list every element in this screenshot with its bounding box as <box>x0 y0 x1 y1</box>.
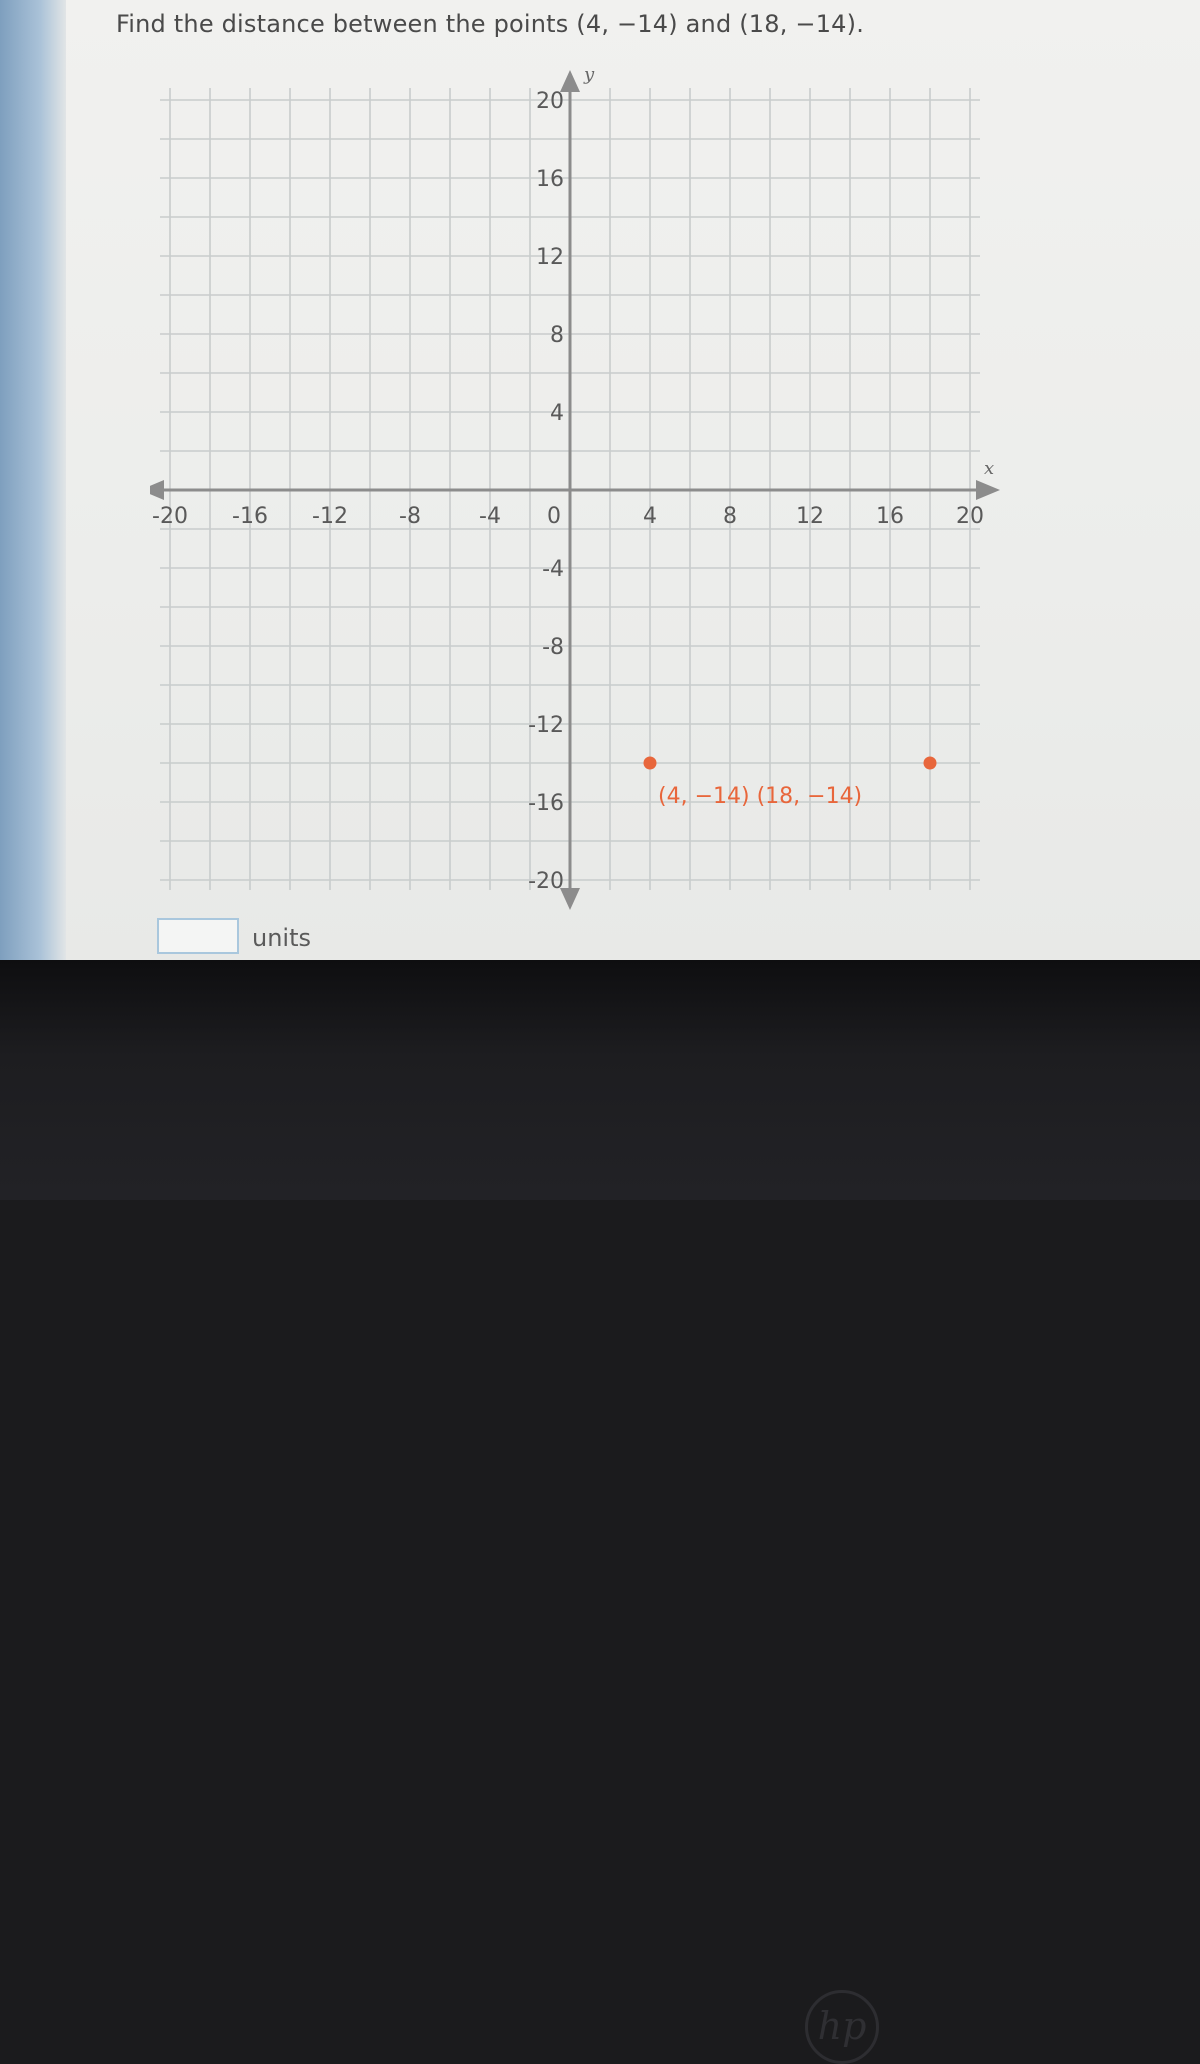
coordinate-plane <box>150 70 1010 910</box>
screen <box>0 0 1200 960</box>
x-tick-label: -12 <box>312 504 348 529</box>
answer-input[interactable] <box>157 918 239 954</box>
y-tick-label: 16 <box>536 167 564 192</box>
x-tick-label: -4 <box>479 504 501 529</box>
plotted-point <box>644 757 657 770</box>
y-axis-label: y <box>584 70 595 85</box>
x-axis-label: x <box>984 458 995 479</box>
y-tick-label: 12 <box>536 245 564 270</box>
x-tick-label: 20 <box>956 504 984 529</box>
laptop-bezel <box>0 960 1200 2048</box>
x-axis-left-arrow <box>150 480 164 500</box>
plotted-point <box>924 757 937 770</box>
y-tick-label: 20 <box>536 89 564 114</box>
x-tick-label: 4 <box>643 504 657 529</box>
x-tick-label: 16 <box>876 504 904 529</box>
y-tick-label: -12 <box>528 713 564 738</box>
x-tick-label: -16 <box>232 504 268 529</box>
y-tick-label: -8 <box>542 635 564 660</box>
question-text: Find the distance between the points (4, −14) and (18, −14). <box>116 10 865 38</box>
y-tick-label: 8 <box>550 323 564 348</box>
y-tick-label: 4 <box>550 401 564 426</box>
units-label: units <box>252 924 312 952</box>
point-labels: (4, −14) (18, −14) <box>658 784 863 809</box>
y-tick-label: -4 <box>542 557 564 582</box>
x-axis-right-arrow <box>976 480 1000 500</box>
x-tick-label: -8 <box>399 504 421 529</box>
hp-logo: hp <box>805 1990 879 2064</box>
y-tick-label: -16 <box>528 791 564 816</box>
x-tick-label: 0 <box>547 504 561 529</box>
x-tick-label: 8 <box>723 504 737 529</box>
y-tick-label: -20 <box>528 869 564 894</box>
x-tick-label: 12 <box>796 504 824 529</box>
x-tick-label: -20 <box>152 504 188 529</box>
